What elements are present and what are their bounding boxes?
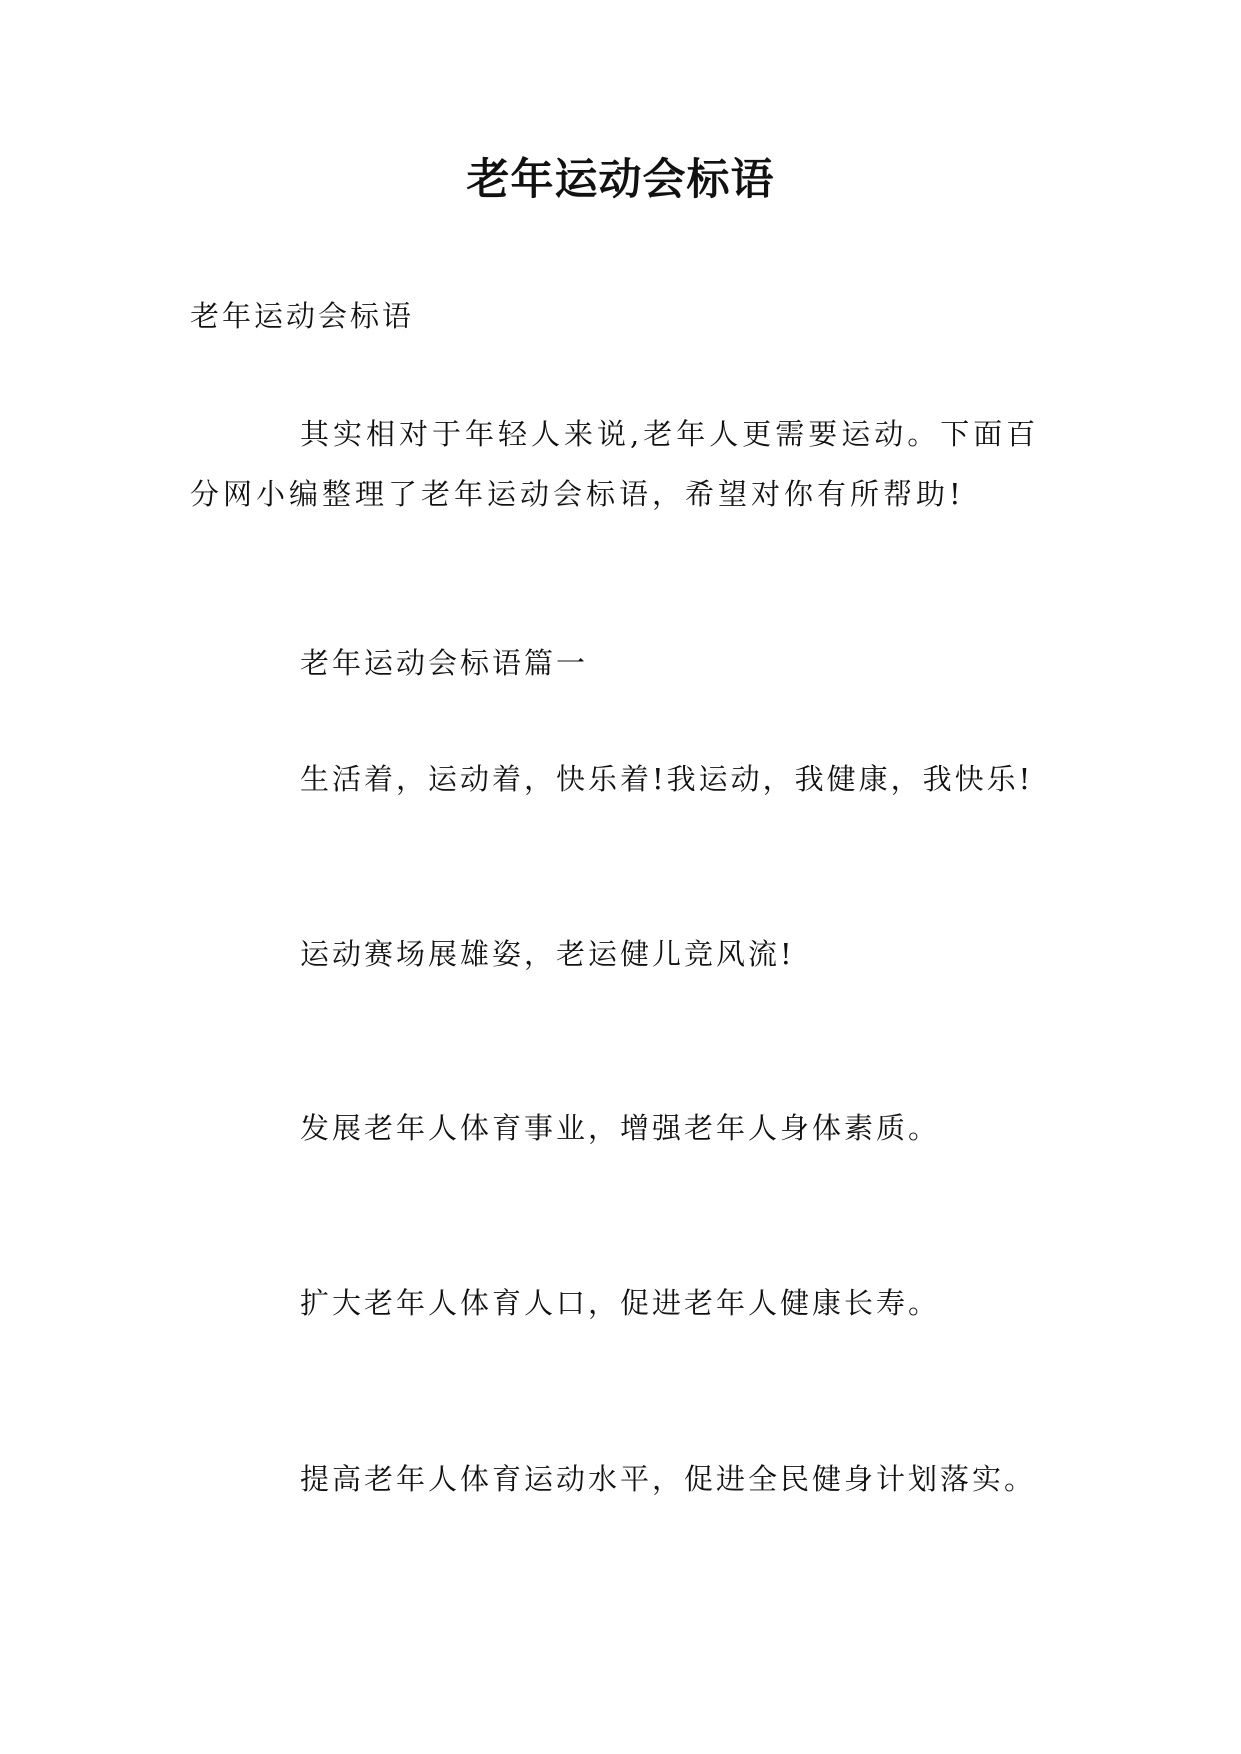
intro-paragraph: 其实相对于年轻人来说,老年人更需要运动。下面百分网小编整理了老年运动会标语，希望对你有所帮助! [190, 417, 1040, 511]
slogan-line: 提高老年人体育运动水平，促进全民健身计划落实。 [300, 1462, 1037, 1496]
slogan-line: 发展老年人体育事业，增强老年人身体素质。 [300, 1111, 941, 1145]
document-subtitle: 老年运动会标语 [190, 299, 415, 333]
slogan-line: 扩大老年人体育人口，促进老年人健康长寿。 [300, 1286, 941, 1320]
slogan-line: 生活着，运动着，快乐着!我运动，我健康，我快乐! [300, 762, 1034, 796]
slogan-line: 运动赛场展雄姿，老运健儿竞风流! [300, 937, 795, 971]
section-heading: 老年运动会标语篇一 [300, 646, 589, 680]
document-title: 老年运动会标语 [466, 155, 775, 205]
